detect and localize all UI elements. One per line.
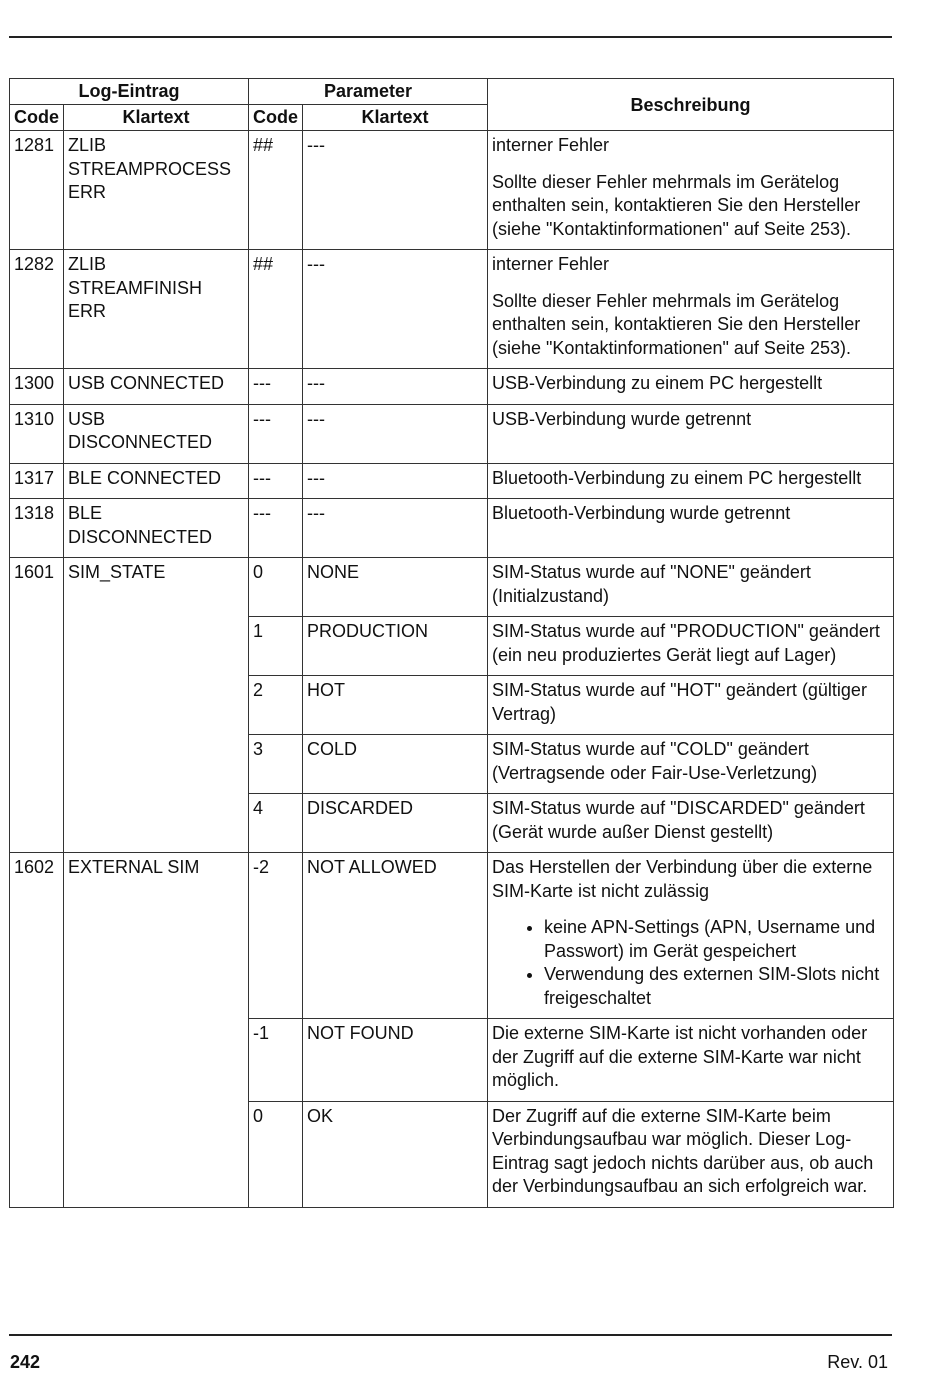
bullet-list <box>492 916 889 1010</box>
header-log-code: Code <box>10 105 64 131</box>
param-text: HOT <box>303 676 488 735</box>
log-text: BLE CONNECTED <box>64 463 249 499</box>
log-text: USB DISCONNECTED <box>64 404 249 463</box>
description: USB-Verbindung zu einem PC hergestellt <box>488 369 894 405</box>
param-text: OK <box>303 1101 488 1207</box>
log-code: 1281 <box>10 131 64 250</box>
description: Die externe SIM-Karte ist nicht vorhanden oder der Zugriff auf die externe SIM-Karte war nicht möglich. <box>488 1019 894 1102</box>
description-text: Das Herstellen der Verbindung über die externe SIM-Karte ist nicht zulässig <box>492 857 873 901</box>
description: Der Zugriff auf die externe SIM-Karte beim Verbindungsaufbau war möglich. Dieser Log-Eintrag sagt jedoch nichts darüber aus, ob auch der Verbindungsaufbau an sich erfolgreich war. <box>488 1101 894 1207</box>
description <box>488 853 894 1019</box>
table-row <box>10 404 894 463</box>
param-text: --- <box>303 404 488 463</box>
description: SIM-Status wurde auf "HOT" geändert (gültiger Vertrag) <box>488 676 894 735</box>
param-code: 4 <box>249 794 303 853</box>
table-row <box>10 463 894 499</box>
description: USB-Verbindung wurde getrennt <box>488 404 894 463</box>
description <box>488 250 894 369</box>
param-code: ## <box>249 250 303 369</box>
log-text: ZLIB STREAMPROCESS ERR <box>64 131 249 250</box>
page-number: 242 <box>10 1352 41 1372</box>
description: Bluetooth-Verbindung zu einem PC hergestellt <box>488 463 894 499</box>
header-param-text: Klartext <box>303 105 488 131</box>
log-text: USB CONNECTED <box>64 369 249 405</box>
param-code: 1 <box>249 617 303 676</box>
param-text: --- <box>303 499 488 558</box>
param-code: ## <box>249 131 303 250</box>
header-rule <box>9 36 892 38</box>
bullet-item: • Verwendung des externen SIM-Slots nicht freigeschaltet <box>544 963 889 1010</box>
log-code: 1318 <box>10 499 64 558</box>
description-note: Sollte dieser Fehler mehrmals im Gerätelog enthalten sein, kontaktieren Sie den Hersteller (siehe "Kontaktinformationen" auf Seite 253). <box>492 171 861 239</box>
param-code: --- <box>249 463 303 499</box>
param-code: 0 <box>249 558 303 617</box>
param-code: --- <box>249 499 303 558</box>
revision-label: Rev. 01 <box>827 1352 888 1372</box>
param-text: --- <box>303 250 488 369</box>
param-text: --- <box>303 369 488 405</box>
description <box>488 131 894 250</box>
param-code: -2 <box>249 853 303 1019</box>
log-code: 1601 <box>10 558 64 853</box>
header-description: Beschreibung <box>488 79 894 131</box>
table-row <box>10 558 894 617</box>
param-code: --- <box>249 404 303 463</box>
log-code: 1310 <box>10 404 64 463</box>
header-log-text: Klartext <box>64 105 249 131</box>
param-text: DISCARDED <box>303 794 488 853</box>
description-text: interner Fehler <box>492 254 610 274</box>
table-row <box>10 853 894 1019</box>
param-code: 2 <box>249 676 303 735</box>
param-code: 0 <box>249 1101 303 1207</box>
footer-rule <box>9 1334 892 1336</box>
log-entry-table <box>9 78 894 1208</box>
param-text: --- <box>303 131 488 250</box>
log-code: 1602 <box>10 853 64 1208</box>
bullet-item: • keine APN-Settings (APN, Username und Passwort) im Gerät gespeichert <box>544 916 889 963</box>
log-code: 1317 <box>10 463 64 499</box>
log-text: ZLIB STREAMFINISH ERR <box>64 250 249 369</box>
description: SIM-Status wurde auf "DISCARDED" geändert (Gerät wurde außer Dienst gestellt) <box>488 794 894 853</box>
description-text: interner Fehler <box>492 135 610 155</box>
log-text: EXTERNAL SIM <box>64 853 249 1208</box>
description: Bluetooth-Verbindung wurde getrennt <box>488 499 894 558</box>
param-code: 3 <box>249 735 303 794</box>
log-code: 1282 <box>10 250 64 369</box>
param-text: PRODUCTION <box>303 617 488 676</box>
table-row <box>10 131 894 250</box>
header-log-entry: Log-Eintrag <box>10 79 249 105</box>
description: SIM-Status wurde auf "PRODUCTION" geändert (ein neu produziertes Gerät liegt auf Lager) <box>488 617 894 676</box>
table-row <box>10 499 894 558</box>
param-code: -1 <box>249 1019 303 1102</box>
param-text: NONE <box>303 558 488 617</box>
param-text: --- <box>303 463 488 499</box>
header-param-code: Code <box>249 105 303 131</box>
description-note: Sollte dieser Fehler mehrmals im Gerätelog enthalten sein, kontaktieren Sie den Hersteller (siehe "Kontaktinformationen" auf Seite 253). <box>492 290 861 358</box>
log-code: 1300 <box>10 369 64 405</box>
log-text: SIM_STATE <box>64 558 249 853</box>
param-text: NOT ALLOWED <box>303 853 488 1019</box>
header-parameter: Parameter <box>249 79 488 105</box>
table-row <box>10 369 894 405</box>
table-row <box>10 250 894 369</box>
description: SIM-Status wurde auf "NONE" geändert (Initialzustand) <box>488 558 894 617</box>
param-text: NOT FOUND <box>303 1019 488 1102</box>
param-code: --- <box>249 369 303 405</box>
log-text: BLE DISCONNECTED <box>64 499 249 558</box>
param-text: COLD <box>303 735 488 794</box>
description: SIM-Status wurde auf "COLD" geändert (Vertragsende oder Fair-Use-Verletzung) <box>488 735 894 794</box>
